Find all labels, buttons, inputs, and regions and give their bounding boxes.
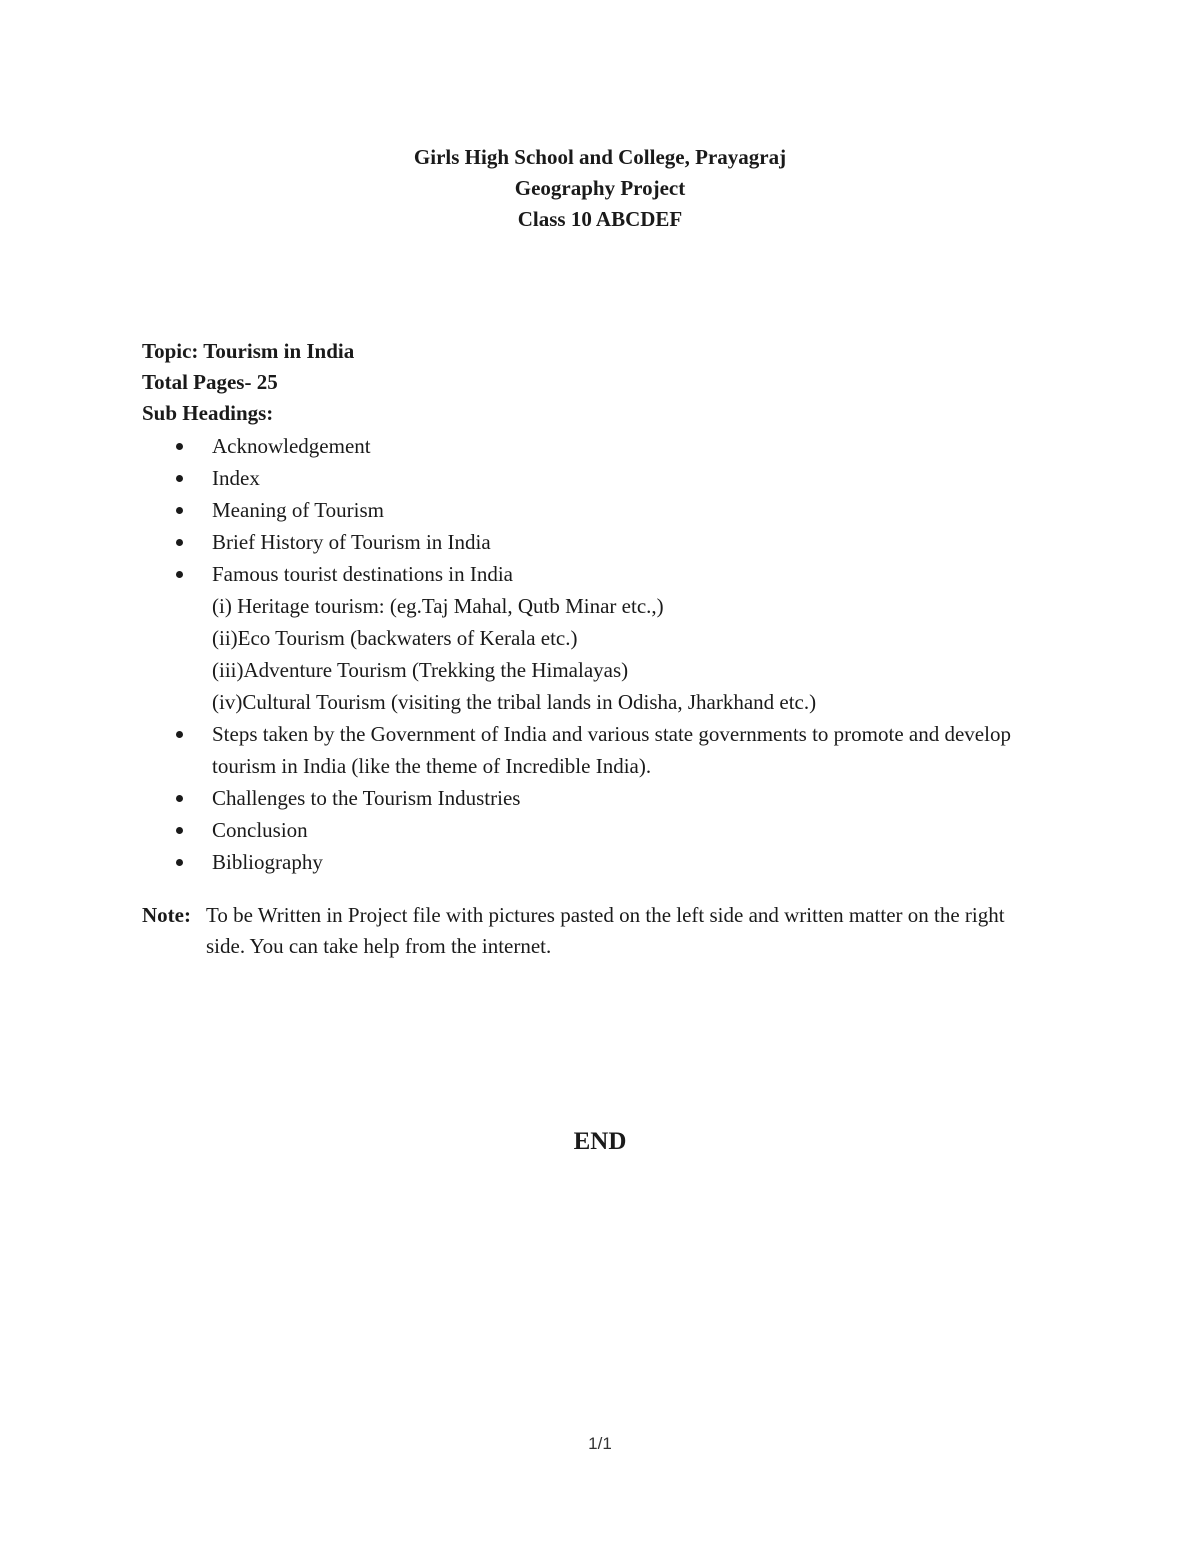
list-item-text: Acknowledgement xyxy=(212,434,371,458)
destination-item: (ii)Eco Tourism (backwaters of Kerala etc.) xyxy=(212,626,578,650)
page-number: 1/1 xyxy=(588,1434,612,1453)
project-meta xyxy=(142,336,354,429)
total-pages-line: Total Pages- 25 xyxy=(142,370,278,394)
list-item xyxy=(142,494,1042,526)
list-item xyxy=(142,462,1042,494)
list-item xyxy=(142,526,1042,558)
list-item xyxy=(142,558,1042,718)
bullet-icon xyxy=(176,507,183,514)
list-item xyxy=(142,846,1042,878)
note-text: To be Written in Project file with pictures pasted on the left side and written matter on the right side. You can take help from the internet. xyxy=(206,903,1005,958)
list-item xyxy=(142,430,1042,462)
list-item xyxy=(142,782,1042,814)
project-subject: Geography Project xyxy=(514,176,686,200)
list-item xyxy=(142,718,1042,782)
list-item-text: Meaning of Tourism xyxy=(212,498,384,522)
note-block xyxy=(142,900,1042,962)
list-item-text: Challenges to the Tourism Industries xyxy=(212,786,521,810)
sub-headings-label: Sub Headings: xyxy=(142,401,274,425)
topic-line: Topic: Tourism in India xyxy=(142,339,355,363)
destination-item: (i) Heritage tourism: (eg.Taj Mahal, Qutb Minar etc.,) xyxy=(212,594,664,618)
list-item-text: Brief History of Tourism in India xyxy=(212,530,491,554)
list-item-text: Steps taken by the Government of India and various state governments to promote and develop tourism in India (like the theme of Incredible India). xyxy=(212,722,1011,778)
list-item-text: Conclusion xyxy=(212,818,308,842)
bullet-icon xyxy=(176,827,183,834)
list-item-text: Bibliography xyxy=(212,850,323,874)
destination-item: (iii)Adventure Tourism (Trekking the Himalayas) xyxy=(212,658,629,682)
bullet-icon xyxy=(176,539,183,546)
note-label: Note: xyxy=(142,903,191,927)
bullet-icon xyxy=(176,731,183,738)
bullet-icon xyxy=(176,475,183,482)
school-name: Girls High School and College, Prayagraj xyxy=(413,145,787,169)
list-item-text: Index xyxy=(212,466,260,490)
destination-item: (iv)Cultural Tourism (visiting the tribal lands in Odisha, Jharkhand etc.) xyxy=(212,690,817,714)
bullet-icon xyxy=(176,859,183,866)
bullet-icon xyxy=(176,571,183,578)
end-marker: END xyxy=(573,1128,627,1155)
sub-headings-list xyxy=(142,430,1042,878)
list-item-text: Famous tourist destinations in India xyxy=(212,562,513,586)
bullet-icon xyxy=(176,443,183,450)
list-item xyxy=(142,814,1042,846)
document-header xyxy=(0,142,1200,235)
bullet-icon xyxy=(176,795,183,802)
class-line: Class 10 ABCDEF xyxy=(517,207,683,231)
